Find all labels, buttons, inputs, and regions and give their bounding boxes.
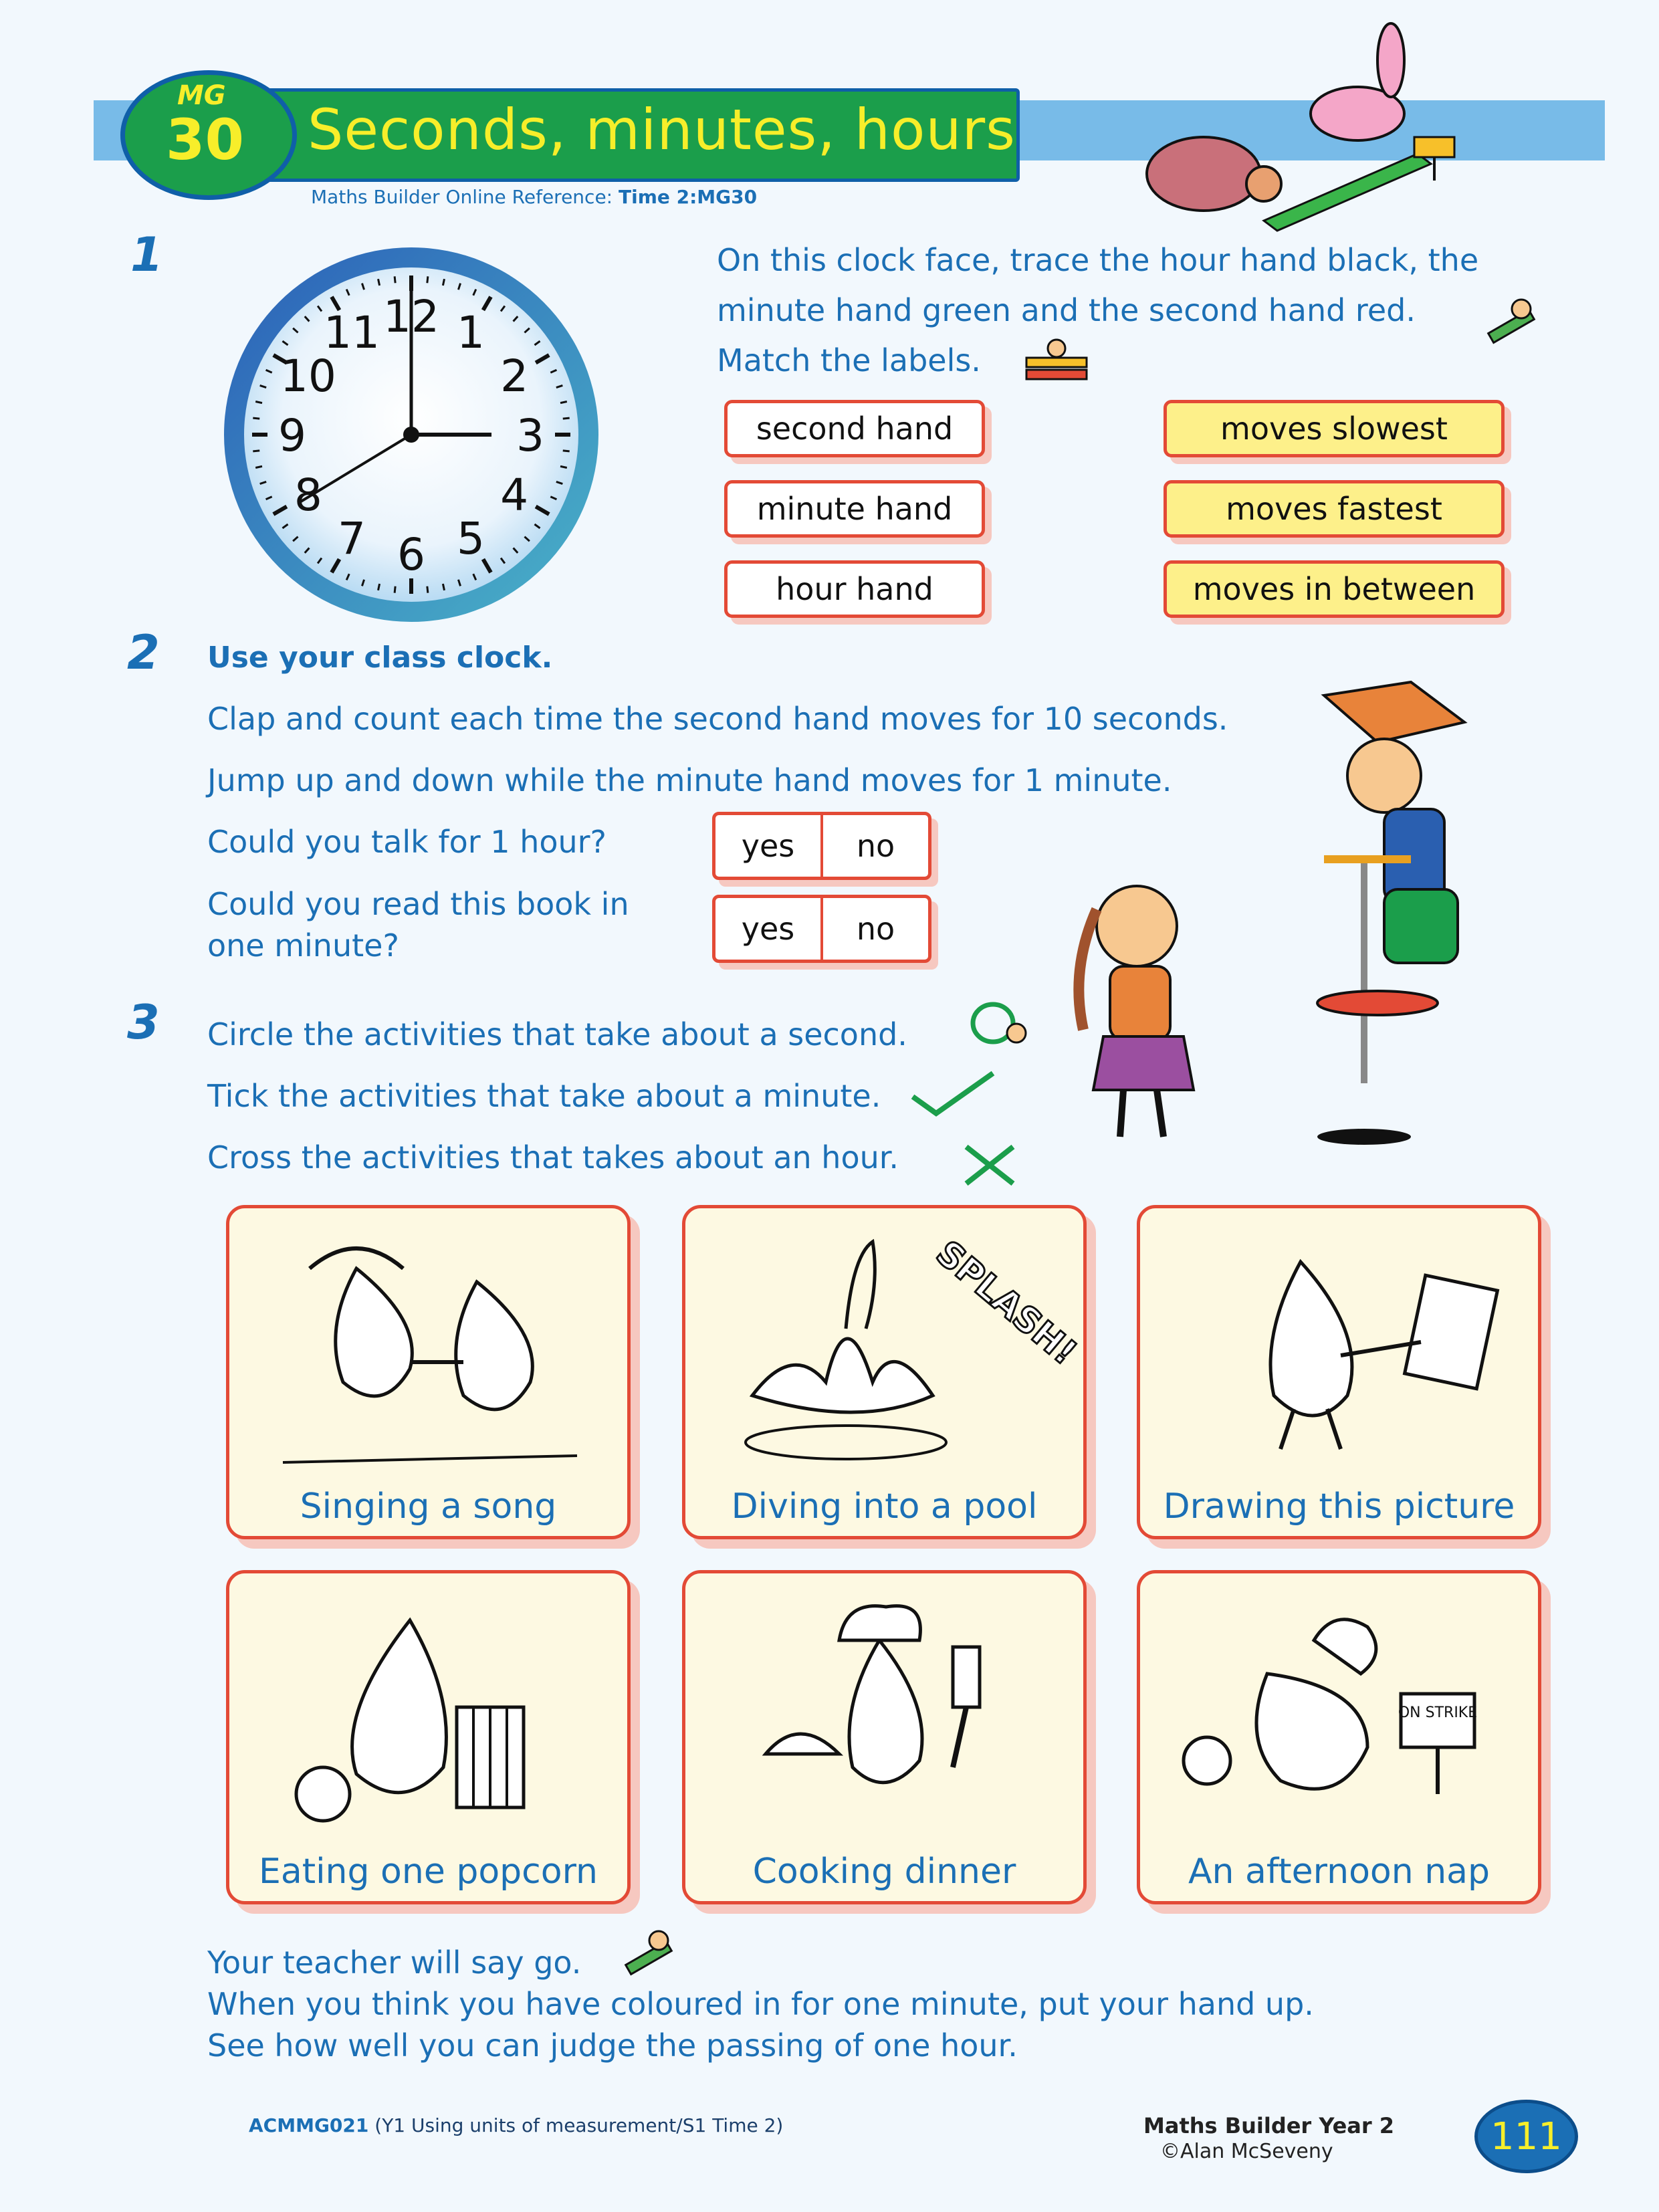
label-moves-in-between[interactable]: moves in between [1164, 560, 1505, 618]
clock-tick [443, 584, 444, 590]
splash-illustration [712, 1228, 1085, 1469]
clock-number: 11 [324, 306, 380, 358]
singing-drops-illustration [256, 1228, 604, 1469]
sleeping-chef-illustration [1167, 1593, 1515, 1834]
mg-number: 30 [166, 107, 244, 173]
tick-mark-icon [899, 1067, 1006, 1120]
clock-tick [255, 466, 262, 467]
question-3-number: 3 [127, 995, 160, 1050]
closing-line-2: When you think you have coloured in for one minute, put your hand up. [207, 1986, 1314, 2022]
mg-code: MG [177, 80, 226, 111]
clock-number: 10 [280, 350, 336, 402]
online-reference: Maths Builder Online Reference: Time 2:MG30 [311, 186, 758, 208]
question-2-number: 2 [127, 625, 160, 680]
circle-mark-icon [963, 996, 1036, 1050]
clock-number: 6 [397, 529, 425, 580]
book-title: Maths Builder Year 2 [1143, 2113, 1395, 2138]
q3-line-1: Circle the activities that take about a second. [207, 1016, 907, 1053]
clock-tick [253, 418, 259, 419]
clock-number: 2 [500, 350, 529, 402]
activity-card-popcorn[interactable] [226, 1570, 631, 1904]
yes-option[interactable]: yes [715, 898, 823, 960]
page-title: Seconds, minutes, hours [308, 97, 1016, 162]
boy-pogo-stick-illustration [1311, 669, 1484, 1150]
pencil-icon [1481, 294, 1541, 348]
clock-tick [563, 418, 570, 419]
activity-label: Cooking dinner [752, 1852, 1016, 1892]
q2-line-1: Clap and count each time the second hand moves for 10 seconds. [207, 701, 1228, 737]
q2-heading: Use your class clock. [207, 641, 553, 675]
activity-card-diving[interactable] [682, 1205, 1087, 1539]
activity-label: Drawing this picture [1163, 1486, 1515, 1527]
curriculum-code: ACMMG021 (Y1 Using units of measurement/S1 Time 2) [249, 2114, 784, 2136]
label-moves-slowest[interactable]: moves slowest [1164, 400, 1505, 457]
popcorn-drop-illustration [256, 1593, 604, 1834]
label-second-hand[interactable]: second hand [724, 400, 985, 457]
clock-number: 1 [457, 306, 485, 358]
clock-tick [378, 279, 380, 286]
q2-question-1: Could you talk for 1 hour? [207, 824, 606, 860]
on-strike-sign: ON STRIKE [1398, 1704, 1478, 1721]
pencil-icon [619, 1926, 679, 1979]
q1-instruction-3: Match the labels. [717, 342, 981, 378]
clock-number: 8 [294, 469, 322, 521]
q3-line-3: Cross the activities that takes about an hour. [207, 1139, 899, 1176]
label-hour-hand[interactable]: hour hand [724, 560, 985, 618]
label-minute-hand[interactable]: minute hand [724, 480, 985, 538]
drawing-drop-illustration [1167, 1228, 1515, 1469]
clock-tick [427, 276, 428, 283]
activity-card-singing[interactable] [226, 1205, 631, 1539]
closing-line-3: See how well you can judge the passing of one hour. [207, 2027, 1018, 2064]
clock-number: 12 [383, 291, 439, 342]
clock-number: 3 [516, 410, 544, 461]
clock-number: 7 [338, 513, 366, 565]
activity-label: Eating one popcorn [259, 1852, 598, 1892]
clock-tick [255, 402, 262, 403]
activity-label: Singing a song [300, 1486, 557, 1527]
q1-instruction-1: On this clock face, trace the hour hand black, the [717, 242, 1479, 278]
activity-card-nap[interactable] [1137, 1570, 1541, 1904]
q2-line-2: Jump up and down while the minute hand moves for 1 minute. [207, 762, 1172, 798]
activity-card-cooking[interactable] [682, 1570, 1087, 1904]
yes-no-talk-hour [712, 812, 931, 880]
signpost-icon [1020, 338, 1093, 388]
splash-text: SPLASH! [928, 1233, 1085, 1373]
clock-tick [560, 466, 567, 467]
page-number: 111 [1474, 2100, 1578, 2173]
clock-face [217, 241, 605, 629]
label-moves-fastest[interactable]: moves fastest [1164, 480, 1505, 538]
activity-card-drawing[interactable] [1137, 1205, 1541, 1539]
clock-tick [443, 279, 444, 286]
author-credit: ©Alan McSeveny [1160, 2140, 1333, 2163]
clock-tick [378, 584, 380, 590]
clock-number: 9 [278, 410, 306, 461]
yes-no-read-book [712, 895, 931, 963]
girl-clapping-illustration [1050, 869, 1237, 1150]
no-option[interactable]: no [856, 911, 895, 947]
clock-number: 4 [500, 469, 529, 521]
activity-label: An afternoon nap [1188, 1852, 1490, 1892]
activity-label: Diving into a pool [731, 1486, 1038, 1527]
q1-instruction-2: minute hand green and the second hand red. [717, 292, 1416, 328]
clock-tick [560, 402, 567, 403]
q2-question-2-line-2: one minute? [207, 927, 399, 964]
clock-number: 5 [457, 513, 485, 565]
chef-drop-illustration [712, 1593, 1060, 1834]
question-1-number: 1 [130, 227, 163, 282]
cross-mark-icon [956, 1130, 1023, 1190]
no-option[interactable]: no [856, 828, 895, 864]
yes-option[interactable]: yes [715, 815, 823, 877]
closing-line-1: Your teacher will say go. [207, 1945, 582, 1981]
q2-question-2-line-1: Could you read this book in [207, 886, 629, 922]
tortoise-hare-illustration [1137, 20, 1458, 234]
q3-line-2: Tick the activities that take about a minute. [207, 1078, 881, 1114]
clock-tick [427, 586, 428, 593]
